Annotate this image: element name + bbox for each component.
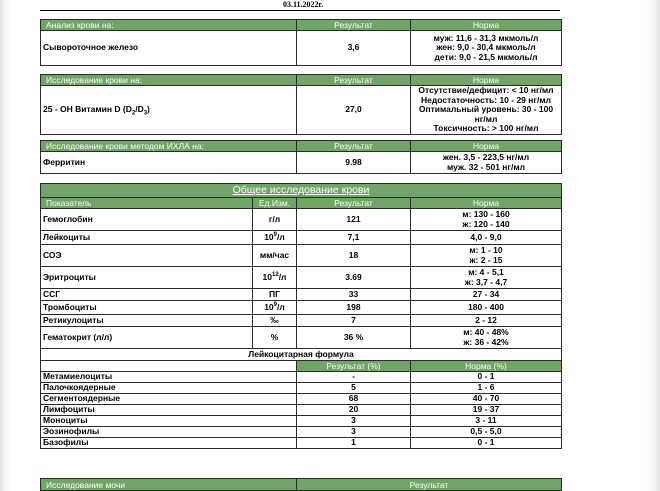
unit-base: 10 [264,231,274,242]
test-result: 7,1 [297,231,411,245]
header-norm: Норма [411,198,562,209]
test-result: 36 % [297,327,411,349]
norm-line: м: 40 - 48% [463,327,509,337]
test-unit [253,301,297,315]
table-row [41,231,562,245]
test-norm [411,209,562,231]
leuko-title-row [41,349,562,361]
document-date: 03.11.2022г. [283,0,324,9]
test-result: 27,0 [297,86,411,135]
unit-base: 10 [262,271,272,282]
cbc-title-row [41,184,562,198]
test-result: 5 [297,383,411,394]
test-norm [411,86,562,135]
norm-line: муж: 11,6 - 31,3 мкмоль/л [433,32,539,43]
header-result: Результат [297,141,411,152]
name-part: ) [147,104,150,114]
header-result: Результат [297,198,411,209]
norm-line: ж: 36 - 42% [463,336,509,347]
test-result: 33 [297,289,411,301]
norm-line: 2 - 12 [475,314,497,325]
test-norm: 1 - 6 [411,383,562,394]
header-result: Результат [297,20,411,31]
norm-line: жен: 9,0 - 30,4 мкмоль/л [436,42,536,53]
header-norm: Норма [411,20,562,31]
test-norm: 0 - 1 [411,438,562,449]
test-norm [411,31,562,66]
header-unit: Ед.Изм. [253,198,297,209]
test-name: СОЭ [41,245,253,267]
unit-exponent: 9 [273,301,278,308]
test-name: Метамиелоциты [41,372,297,383]
leuko-title: Лейкоцитарная формула [41,349,562,361]
cbc-table [40,183,562,449]
test-name: Ретикулоциты [41,315,253,327]
table-row [41,86,562,135]
test-name [41,86,297,135]
header-test: Исследование крови методом ИХЛА на: [41,141,297,152]
unit-exponent: 12 [272,271,279,278]
unit-exponent: 9 [273,231,278,238]
test-norm [411,327,562,349]
test-norm [411,315,562,327]
test-result: 9.98 [297,152,411,174]
table-row [41,416,562,427]
urine-header [41,479,562,491]
norm-line: Токсичность: > 100 нг/мл [433,123,539,133]
norm-line: ж: 2 - 15 [469,254,503,265]
table-row [41,438,562,449]
norm-line: м: 130 - 160 [462,209,510,219]
norm-line: 27 - 34 [472,288,500,299]
norm-line: ж: 3,7 - 4,7 [464,276,508,287]
test-norm [411,231,562,245]
cbc-header [41,198,562,209]
header-norm: Норма [411,75,562,86]
iron-header [41,20,562,31]
table-row [41,289,562,301]
test-result: 1 [297,438,411,449]
test-name: Ферритин [41,152,297,174]
test-result: 18 [297,245,411,267]
header-result: Результат [297,479,562,491]
test-name: Лимфоциты [41,405,297,416]
vitamin-d-header [41,75,562,86]
table-row [41,301,562,315]
norm-line: дети: 9,0 - 21,5 мкмоль/л [434,51,538,62]
test-unit: г/л [253,209,297,231]
norm-line: м: 1 - 10 [469,245,503,255]
table-row [41,427,562,438]
test-unit: % [253,327,297,349]
norm-line: м: 4 - 5,1 [468,267,504,277]
test-name: ССГ [41,289,253,301]
ferritin-header [41,141,562,152]
subscript: 2 [131,110,136,117]
test-unit [253,267,297,289]
unit-tail: /л [277,231,285,242]
test-name: Сегментоядерные [41,394,297,405]
test-name: Гематокрит (л/л) [41,327,253,349]
leuko-header [41,361,562,372]
test-norm [411,301,562,315]
top-rule [40,10,560,11]
test-norm [411,245,562,267]
header-norm: Норма (%) [411,361,562,372]
test-unit: мм/час [253,245,297,267]
subscript: 3 [143,110,148,117]
unit-tail: /л [277,301,285,312]
norm-line: муж. 32 - 501 нг/мл [446,161,526,172]
page-right-shadow [646,0,660,491]
table-row [41,31,562,66]
test-result: 68 [297,394,411,405]
norm-line: Отсутствие/дефицит: < 10 нг/мл [418,85,554,95]
header-norm: Норма [411,141,562,152]
test-name: Гемоглобин [41,209,253,231]
header-indicator: Показатель [41,198,253,209]
table-row [41,372,562,383]
test-result: 3,6 [297,31,411,66]
test-norm [411,289,562,301]
test-norm [411,267,562,289]
test-name: Палочкоядерные [41,383,297,394]
test-result: 3 [297,427,411,438]
test-norm: 3 - 11 [411,416,562,427]
test-norm: 40 - 70 [411,394,562,405]
test-result: 3.69 [297,267,411,289]
test-norm: 0,5 - 5,0 [411,427,562,438]
norm-line: ж: 120 - 140 [462,218,510,229]
table-row [41,394,562,405]
urine-table [40,478,562,491]
test-name: Тромбоциты [41,301,253,315]
test-result: 198 [297,301,411,315]
norm-line: 180 - 400 [468,301,504,312]
test-name: Моноциты [41,416,297,427]
test-name: Эритроциты [41,267,253,289]
test-name: Сывороточное железо [41,31,297,66]
unit-base: 10 [264,301,274,312]
test-name: Базофилы [41,438,297,449]
ferritin-table [40,140,562,174]
table-row [41,267,562,289]
header-spacer [41,361,297,372]
test-name: Лейкоциты [41,231,253,245]
table-row [41,383,562,394]
test-result: - [297,372,411,383]
test-name: Эозинофилы [41,427,297,438]
test-result: 7 [297,315,411,327]
table-row [41,152,562,174]
norm-line: Недостаточность: 10 - 29 нг/мл [421,94,551,105]
vitamin-d-table [40,74,562,135]
header-test: Исследование крови на: [41,75,297,86]
page-left-shadow [0,0,12,491]
header-result: Результат [297,75,411,86]
table-row [41,245,562,267]
test-unit [253,231,297,245]
table-row [41,327,562,349]
unit-tail: /л [278,271,287,282]
header-test: Исследование мочи [41,479,297,491]
test-norm: 0 - 1 [411,372,562,383]
test-norm: 19 - 37 [411,405,562,416]
test-unit: ‰ [253,315,297,327]
test-norm [411,152,562,174]
iron-table [40,19,562,66]
cbc-title: Общее исследование крови [41,184,562,198]
name-part: 25 - ОН Витамин D (D [43,104,132,114]
norm-line: жен. 3,5 - 223,5 нг/мл [442,152,530,162]
test-result: 121 [297,209,411,231]
test-result: 20 [297,405,411,416]
norm-line: 4,0 - 9,0 [470,231,502,242]
table-row [41,405,562,416]
table-row [41,315,562,327]
header-test: Анализ крови на: [41,20,297,31]
header-result: Результат (%) [297,361,411,372]
test-result: 3 [297,416,411,427]
name-part: /D [135,104,144,114]
table-row [41,209,562,231]
norm-line: Оптимальный уровень: 30 - 100 нг/мл [418,104,554,124]
test-unit: ПГ [253,289,297,301]
